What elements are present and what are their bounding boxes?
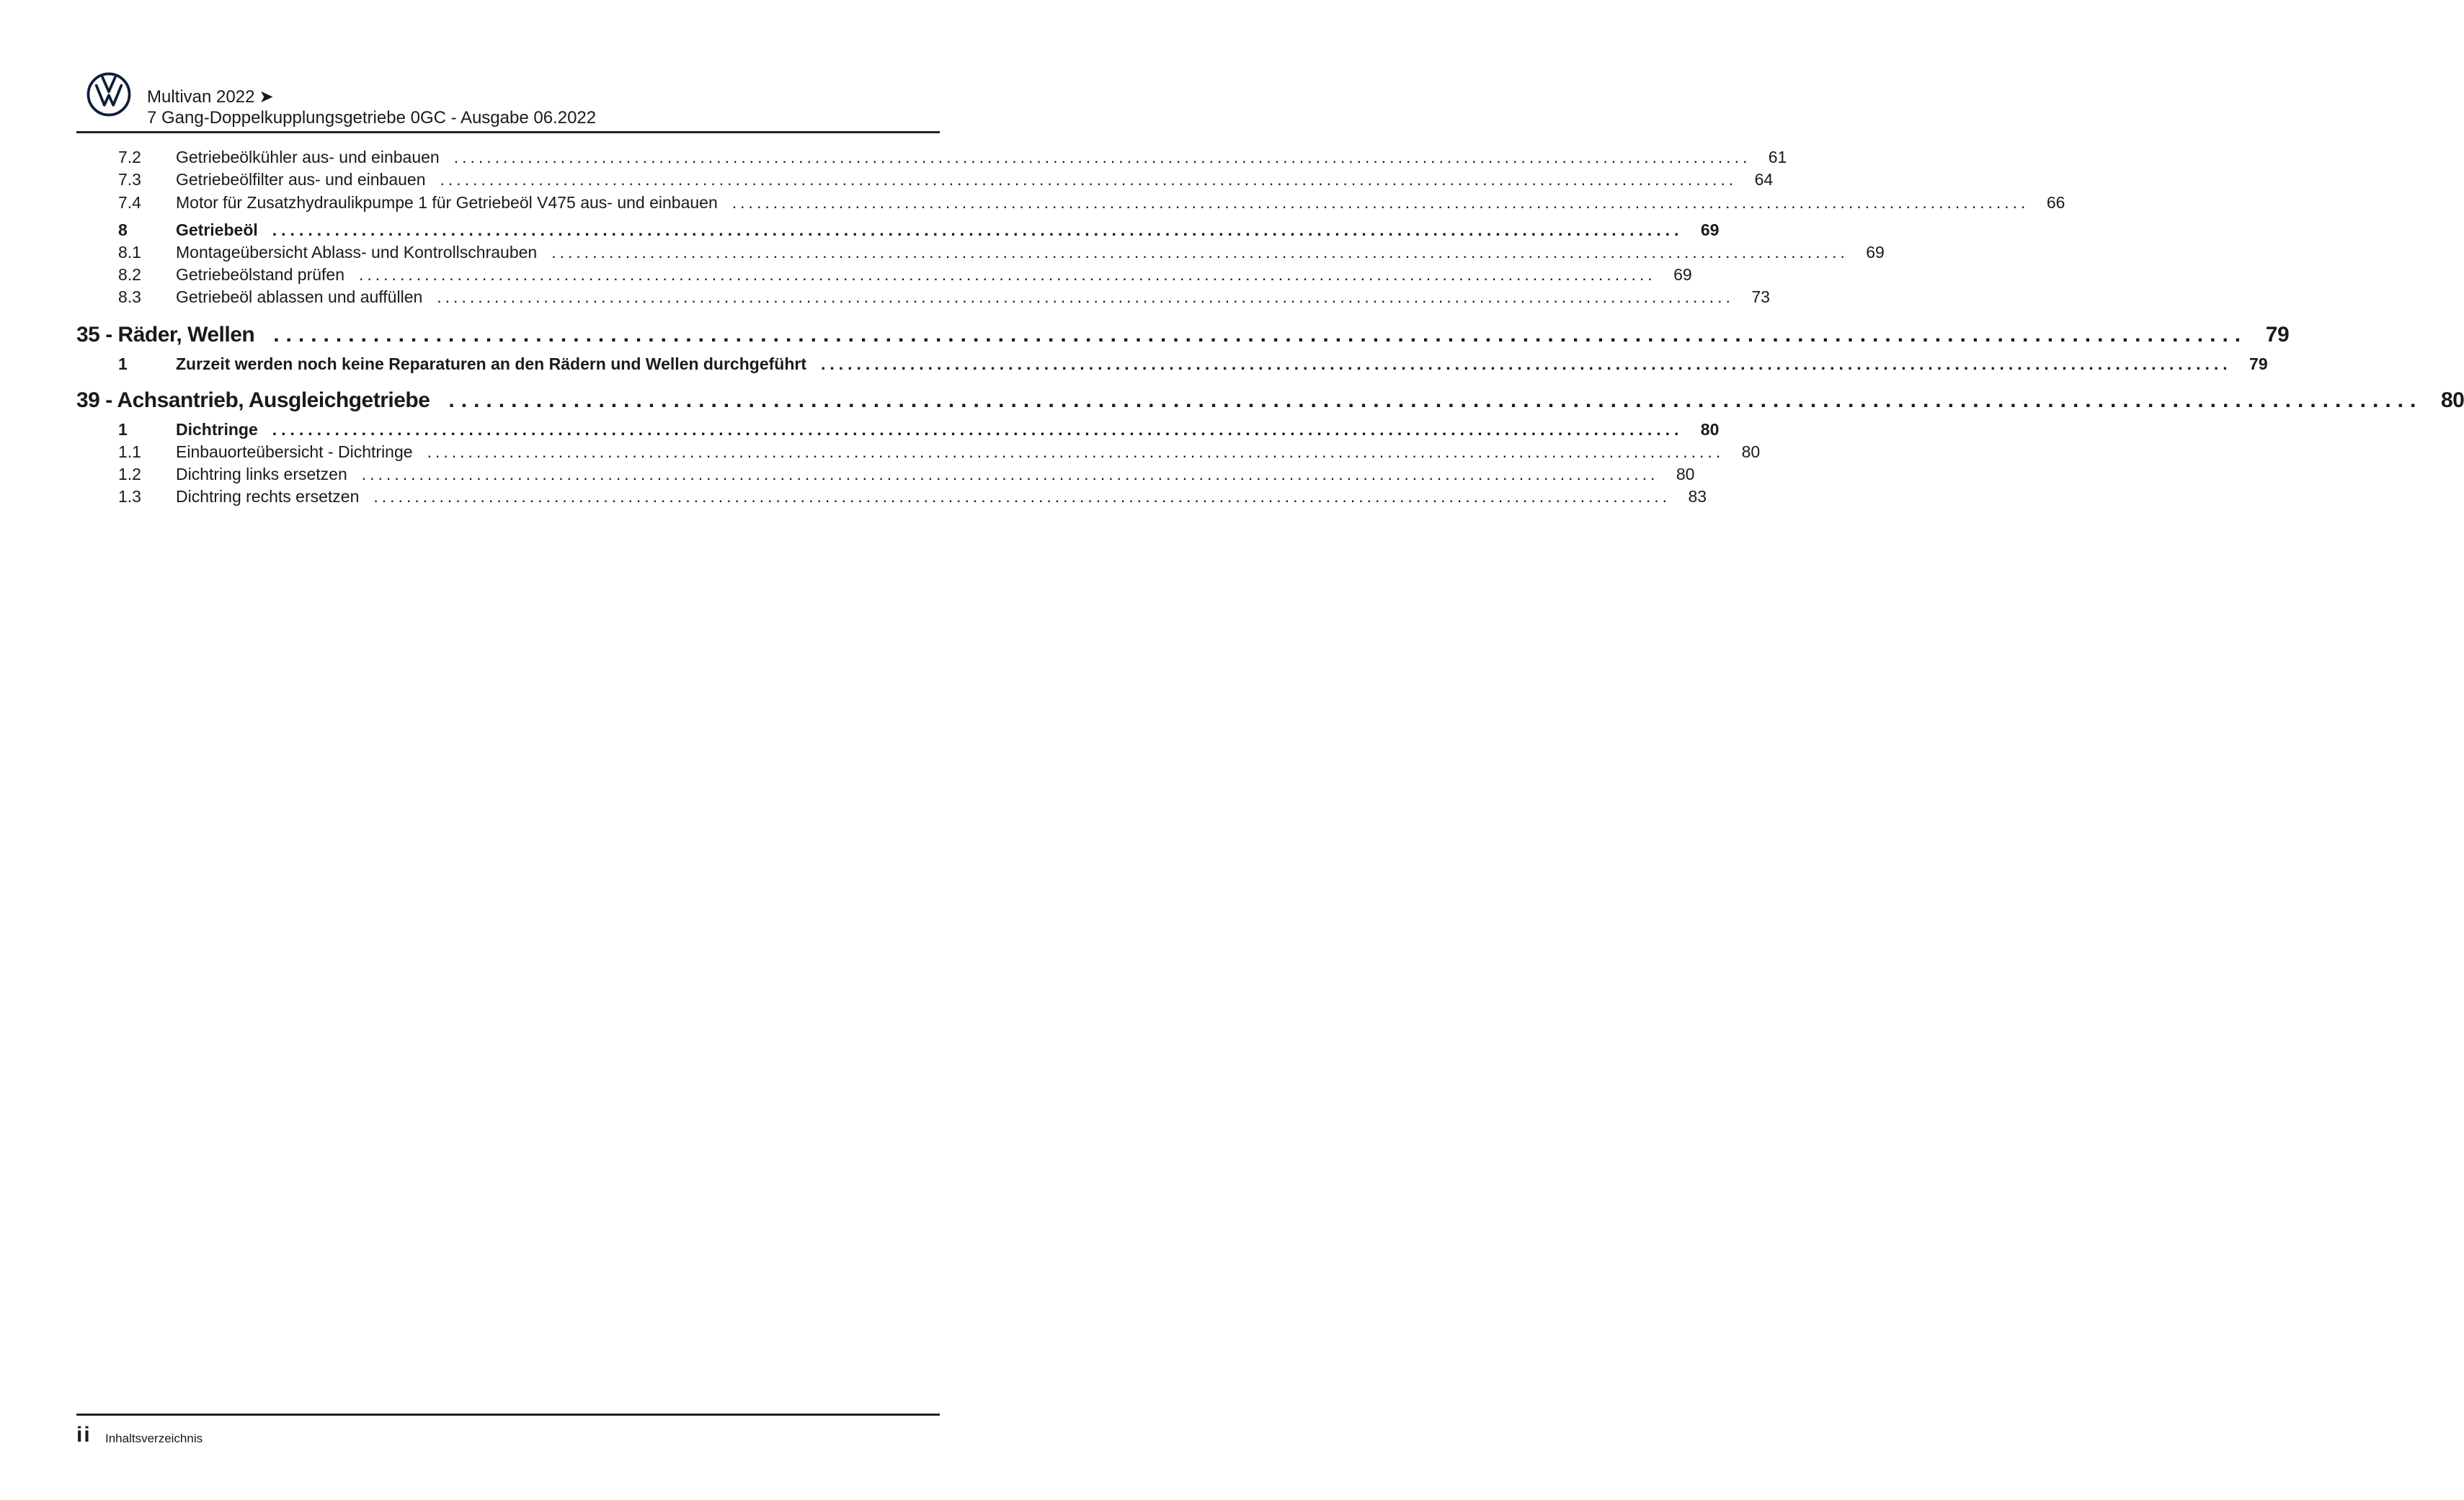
toc-leader-dots: .............................................................................................................................................................. [361,465,1659,483]
toc-row-title: Getriebeölstand prüfen [176,265,344,284]
toc-chapter-title: 35 - Räder, Wellen [76,323,255,347]
toc-row-number: 8.2 [118,265,141,284]
toc-leader-dots: .............................................................................................................................................................. [820,354,2232,373]
toc-leader-dots: .............................................................................................................................................................. [551,243,1849,262]
toc-row-page: 61 [1768,148,1787,166]
toc-row-page: 83 [1688,487,1707,506]
toc-row-number: 8.3 [118,287,141,306]
footer-page-number: ii [76,1423,92,1447]
toc-leader-dots: .............................................................................................................................................................. [273,323,2248,347]
header-title [147,86,274,107]
toc-row-title: Montageübersicht Ablass- und Kontrollschrauben [176,243,538,262]
toc-leader-dots: .............................................................................................................................................................. [272,220,1684,239]
toc-row[interactable] [76,193,2065,212]
toc-leader-dots: .............................................................................................................................................................. [373,487,1671,506]
toc-chapter-title: 39 - Achsantrieb, Ausgleichgetriebe [76,388,430,412]
toc-row-page: 64 [1754,170,1774,189]
toc-row[interactable] [76,465,1695,483]
toc-row[interactable] [76,170,1774,189]
toc-row-number: 1.3 [118,487,141,506]
toc-row[interactable] [76,287,1770,306]
toc-row-page: 66 [2046,193,2065,212]
toc-leader-dots: .............................................................................................................................................................. [448,388,2423,412]
vw-logo-icon [86,72,131,117]
header-subtitle: 7 Gang-Doppelkupplungsgetriebe 0GC - Ausgabe 06.2022 [147,108,597,128]
toc-row-page: 73 [1751,287,1770,306]
toc-row-number: 1.2 [118,465,141,483]
toc-row-page: 80 [2440,388,2464,412]
toc-row-page: 79 [2249,354,2268,373]
toc-row-title: Einbauorteübersicht - Dichtringe [176,442,413,461]
toc-row-page: 80 [1700,420,1720,439]
toc-row-title: Motor für Zusatzhydraulikpumpe 1 für Getriebeöl V475 aus- und einbauen [176,193,718,212]
toc-leader-dots: .............................................................................................................................................................. [437,287,1734,306]
toc-row-number: 7.2 [118,148,141,166]
toc-row-title: Getriebeöl [176,220,258,239]
toc-row-number: 8 [118,220,128,239]
toc-row[interactable] [76,442,1761,461]
toc-row[interactable] [76,265,1692,284]
toc-row-number: 1 [118,420,128,439]
toc-leader-dots: .............................................................................................................................................................. [272,420,1684,439]
toc-leader-dots: .............................................................................................................................................................. [731,193,2029,212]
toc-row[interactable] [76,487,1707,506]
toc-row[interactable] [76,420,1720,439]
page-header [76,69,940,133]
toc-row-page: 69 [1673,265,1692,284]
toc-row[interactable] [76,243,1885,262]
toc-row-number: 1.1 [118,442,141,461]
toc-leader-dots: .............................................................................................................................................................. [427,442,1725,461]
toc-row-title: Dichtring links ersetzen [176,465,347,483]
toc-row-number: 1 [118,354,128,373]
toc-row-title: Getriebeöl ablassen und auffüllen [176,287,423,306]
toc-row-page: 79 [2265,323,2290,347]
toc-chapter-row[interactable] [76,323,2290,347]
toc-leader-dots: .............................................................................................................................................................. [440,170,1738,189]
toc-row-title: Getriebeölfilter aus- und einbauen [176,170,426,189]
toc-row-page: 80 [1676,465,1695,483]
toc-row[interactable] [76,354,2268,373]
toc-row[interactable] [76,220,1720,239]
toc-row-number: 8.1 [118,243,141,262]
toc-row-page: 69 [1700,220,1720,239]
toc-row-title: Dichtring rechts ersetzen [176,487,360,506]
footer-section-title: Inhaltsverzeichnis [105,1432,203,1445]
toc-row-title: Dichtringe [176,420,258,439]
toc-leader-dots: .............................................................................................................................................................. [359,265,1656,284]
toc-row[interactable] [76,148,1787,166]
toc-row-number: 7.3 [118,170,141,189]
toc-row-number: 7.4 [118,193,141,212]
header-arrow-icon: ➤ [259,87,274,107]
toc-chapter-row[interactable] [76,388,2464,412]
toc-row-title: Getriebeölkühler aus- und einbauen [176,148,440,166]
toc-row-page: 69 [1866,243,1885,262]
toc-row-title: Zurzeit werden noch keine Reparaturen an den Rädern und Wellen durchgeführt [176,354,806,373]
page-footer [76,1414,940,1445]
header-title-text: Multivan 2022 [147,87,255,107]
toc-leader-dots: .............................................................................................................................................................. [453,148,1751,166]
toc-row-page: 80 [1741,442,1761,461]
